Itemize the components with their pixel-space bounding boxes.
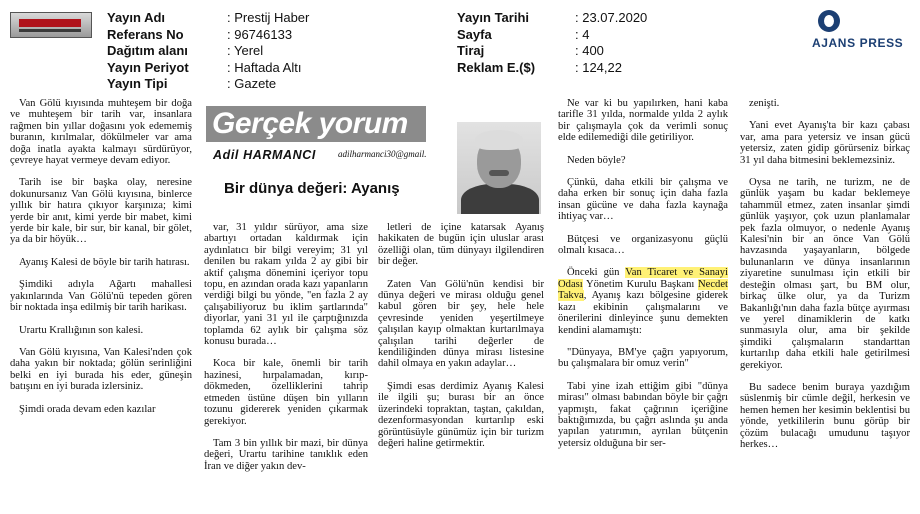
- meta-row: Yayın Tipi : Gazete: [107, 76, 277, 91]
- paragraph: Koca bir kale, önemli bir tarih hazinesi, hırpalamadan, kırıp-dökmeden, özelliklerini tahrip etmeden üstüne düşen bin yılların tozunu gidererek yeniden çıkarmak gerekiyor.: [204, 358, 368, 427]
- newspaper-page: [0, 92, 920, 514]
- article-column-3: [378, 222, 544, 449]
- paragraph: Urartu Krallığının son kalesi.: [19, 324, 144, 336]
- paragraph: Oysa ne tarih, ne turizm, ne de günlük yaşam bu kadar beklemeye tahammül etmez, zaten insanlar şimdi günlük yaşıyor, çok uzun planlamalar pek fazla olmuyor, o nedenle Ayanış Kalesi'nin bir an önce Van Gölü havzasında yaşayanların, bölgede bulunanların ve dünya insanlarının ziyaretine sunulması için etkili bir desteğin olması şart, bu BM olur, birkaç ülke olur, ya da Turizm Bakanlığı'nın daha fazla bütçe ayırması ve yerel dinamiklerin de katkı sunmasıyla olur, ama bir şekilde şimdiki çalışmaların standarttan kurtarılıp daha etkili hale getirilmesi gerekiyor.: [740, 177, 910, 371]
- meta-row: Tiraj : 400: [457, 43, 604, 58]
- paragraph: Van Gölü kıyısında muhteşem bir doğa ve muhteşem bir tarih var, insanlara rağmen bin yıllar doğasını yok edememiş buranın, kırılmalar, dökülmeler var ama doğa inatla ayakta kalmayı sürdürüyor, çevreye hayat vermeye devam ediyor.: [10, 98, 192, 167]
- paragraph: Önceki gün Van Ticaret ve Sanayi Odası Yönetim Kurulu Başkanı Necdet Takva, Ayanış kazı bölgesine giderek kazı ekibinin çalışmalarını ve önerilerini dinleyince şunu demekten kendini alamamıştı:: [558, 267, 728, 336]
- paragraph: Yani evet Ayanış'ta bir kazı çabası var, ama para yetersiz ve insan gücü yetersiz, zaten gidip görürseniz birkaç 31 yıl daha bitmesini beklemezsiniz.: [740, 120, 910, 166]
- ajans-press-logo: AJANS PRESS: [812, 10, 912, 80]
- paragraph: Neden böyle?: [567, 154, 626, 166]
- column-banner: [206, 106, 426, 142]
- article-column-2: [204, 222, 368, 472]
- paragraph: Şimdi orada devam eden kazılar: [19, 403, 156, 415]
- paragraph: Tam 3 bin yıllık bir mazi, bir dünya değeri, Urartu tarihine tanıklık eden İran ve diğer yakın dev-: [204, 437, 368, 472]
- paragraph: Tabi yine izah ettiğim gibi "dünya mirası" olması babından böyle bir çağrı yapmıştı, fakat çağrının içeriğine baktığımızda, bu çağrı aslında şu anda yapılan yatırımın, ayrılan bütçenin yetersiz olduğuna bir ser-: [558, 380, 728, 449]
- article-column-5: [740, 98, 910, 450]
- author-photo: [457, 122, 541, 214]
- meta-row: Reklam E.($) : 124,22: [457, 59, 622, 75]
- meta-row: Yayın Adı : Prestij Haber: [107, 10, 310, 25]
- meta-right: [457, 10, 647, 76]
- paragraph: Ayanış Kalesi de böyle bir tarih hatırası.: [19, 256, 190, 268]
- paragraph: Zaten Van Gölü'nün kendisi bir dünya değeri ve mirası olduğu genel kabul gören bir şey, hele hele çevresinde yeniden yeşertilmeye çalışılan kayıp olmaktan kurtarılmaya çalışılan tarihi değerler de kendiliğinden dünya mirası listesine dahil olmaya en yakın adaylar…: [378, 278, 544, 370]
- paragraph: Bütçesi ve organizasyonu güçlü olmalı kısaca…: [558, 233, 728, 257]
- publication-logo: [10, 12, 92, 38]
- meta-row: Dağıtım alanı : Yerel: [107, 43, 264, 58]
- paragraph: Tarih ise bir başka olay, neresine dokunursanız Van Gölü kıyısına, binlerce yıllık bir hatıra çıkıyor karşınıza; kimi yerde bir anıt, kimi yerde bir mabet, kimi yerde bir kale, bir sur, bir kanal, bir gölet, ya da bir höyük…: [10, 177, 192, 246]
- author-name: Adil HARMANCI: [213, 148, 316, 162]
- column-name: Gerçek yorum: [212, 107, 408, 140]
- highlight-organization: Van Ticaret ve Sanayi Odası: [558, 267, 728, 290]
- meta-row: Yayın Periyot : Haftada Altı: [107, 59, 302, 75]
- paragraph: Çünkü, daha etkili bir çalışma ve daha erken bir sonuç için daha fazla insan gücüne ve daha fazla kaynağa ihtiyaç var…: [558, 177, 728, 223]
- paragraph: "Dünyaya, BM'ye çağrı yapıyorum, bu çalışmalara bir omuz verin": [558, 346, 728, 370]
- ajans-press-icon: [818, 10, 840, 32]
- meta-row: Referans No : 96746133: [107, 26, 293, 42]
- paragraph: zenişti.: [749, 98, 780, 109]
- clipping-header: [0, 0, 920, 92]
- highlight-person: Necdet Takva: [558, 278, 728, 302]
- author-email: adilharmanci30@gmail.: [338, 149, 427, 159]
- paragraph: Van Gölü kıyısına, Van Kalesi'nden çok daha yakın bir noktada; gölün serinliğini belki en iyi burada his eder, güneşin batışını en iyi burada izlersiniz.: [10, 346, 192, 393]
- article-column-4: [558, 98, 728, 449]
- paragraph: var, 31 yıldır sürüyor, ama size abartıyı ortadan kaldırmak için aydınlatıcı bir bilgi vereyim; 31 yıl denilen bu rakam yılda 2 ay gibi bir aktif çalışma dönemini içeriyor topu topu, en azından orada kazı yapanların verdiği bilgi bu yönde, "en fazla 2 ay çalışabiliyoruz bu iklim şartlarında" diyorlar, yani 31 yıl ile çarptığınızda toplamda 62 aylık bir çalışma söz konusu burada…: [204, 222, 368, 348]
- meta-row: Sayfa : 4: [457, 26, 590, 42]
- article-column-1: [10, 98, 192, 415]
- paragraph: Ne var ki bu yapılırken, hani kaba tarifle 31 yılda, normalde yılda 2 aylık bir çalışmayla çok da verimli sonuç elde edilemediği dile getiriliyor.: [558, 98, 728, 144]
- paragraph: Şimdiki adıyla Ağartı mahallesi yakınlarında Van Gölü'nü tepeden gören bir noktada inşa edilmiş bir tarih harikası.: [10, 279, 192, 314]
- paragraph: letleri de içine katarsak Ayanış hakikaten de bugün için uluslar arası özelliği olan, tüm dünyayı ilgilendiren bir değer.: [378, 222, 544, 268]
- meta-left: [107, 10, 309, 93]
- paragraph: Bu sadece benim buraya yazdığım süslenmiş bir cümle değil, herkesin ve hemen hemen her kesimin beklentisi bu yönde, yetkililerin bunu görüp bir çözüm bulacağı umudunu taşıyor herkes…: [740, 381, 910, 450]
- paragraph: Şimdi esas derdimiz Ayanış Kalesi ile ilgili şu; burası bir an önce üzerindeki topraktan, taştan, çakıldan, dezenformasyondan kurtarılıp eski görüntüsüyle günümüz için bir turizm değeri haline getirmektir.: [378, 380, 544, 449]
- meta-row: Yayın Tarihi : 23.07.2020: [457, 10, 648, 25]
- article-headline: Bir dünya değeri: Ayanış: [224, 180, 400, 197]
